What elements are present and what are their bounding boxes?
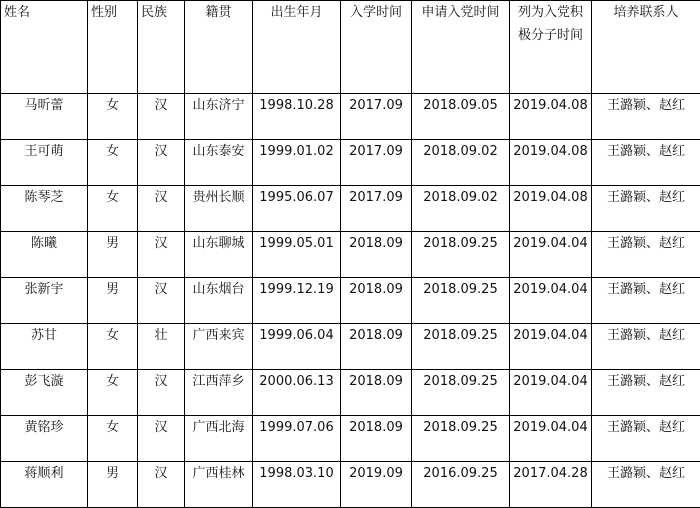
column-header-party-application-date: 申请入党时间 <box>412 1 510 94</box>
birth-date-cell: 2000.06.13 <box>253 370 341 416</box>
column-header-gender: 性别 <box>88 1 138 94</box>
ethnicity-cell: 汉 <box>138 140 185 186</box>
name-cell: 王可萌 <box>1 140 88 186</box>
column-header-enrollment-date: 入学时间 <box>341 1 412 94</box>
table-row <box>1 324 700 370</box>
table-row <box>1 94 700 140</box>
activist-date-cell: 2017.04.28 <box>510 462 592 508</box>
birth-date-cell: 1998.03.10 <box>253 462 341 508</box>
enrollment-date-cell: 2018.09 <box>341 416 412 462</box>
party-application-date-cell: 2016.09.25 <box>412 462 510 508</box>
gender-cell: 女 <box>88 416 138 462</box>
gender-cell: 男 <box>88 462 138 508</box>
column-header-name: 姓名 <box>1 1 88 94</box>
enrollment-date-cell: 2018.09 <box>341 370 412 416</box>
native-place-cell: 广西桂林 <box>185 462 253 508</box>
party-application-date-cell: 2018.09.05 <box>412 94 510 140</box>
party-application-date-cell: 2018.09.25 <box>412 324 510 370</box>
name-cell: 陈曦 <box>1 232 88 278</box>
activist-date-cell: 2019.04.08 <box>510 140 592 186</box>
activist-date-cell: 2019.04.04 <box>510 324 592 370</box>
activist-date-cell: 2019.04.04 <box>510 232 592 278</box>
gender-cell: 女 <box>88 94 138 140</box>
column-header-activist-date: 列为入党积极分子时间 <box>510 1 592 94</box>
ethnicity-cell: 壮 <box>138 324 185 370</box>
name-cell: 苏甘 <box>1 324 88 370</box>
birth-date-cell: 1999.01.02 <box>253 140 341 186</box>
birth-date-cell: 1998.10.28 <box>253 94 341 140</box>
ethnicity-cell: 汉 <box>138 278 185 324</box>
activist-date-cell: 2019.04.08 <box>510 94 592 140</box>
contact-person-cell: 王潞颖、赵红 <box>592 94 700 140</box>
contact-person-cell: 王潞颖、赵红 <box>592 140 700 186</box>
enrollment-date-cell: 2017.09 <box>341 140 412 186</box>
party-application-date-cell: 2018.09.25 <box>412 278 510 324</box>
contact-person-cell: 王潞颖、赵红 <box>592 278 700 324</box>
native-place-cell: 山东烟台 <box>185 278 253 324</box>
party-application-date-cell: 2018.09.25 <box>412 370 510 416</box>
activist-date-cell: 2019.04.08 <box>510 186 592 232</box>
party-application-date-cell: 2018.09.25 <box>412 416 510 462</box>
birth-date-cell: 1995.06.07 <box>253 186 341 232</box>
table-row <box>1 462 700 508</box>
ethnicity-cell: 汉 <box>138 94 185 140</box>
birth-date-cell: 1999.06.04 <box>253 324 341 370</box>
gender-cell: 女 <box>88 186 138 232</box>
ethnicity-cell: 汉 <box>138 370 185 416</box>
table-row <box>1 140 700 186</box>
column-header-birth-date: 出生年月 <box>253 1 341 94</box>
party-application-date-cell: 2018.09.02 <box>412 186 510 232</box>
table-row <box>1 186 700 232</box>
enrollment-date-cell: 2018.09 <box>341 324 412 370</box>
contact-person-cell: 王潞颖、赵红 <box>592 462 700 508</box>
name-cell: 马昕蕾 <box>1 94 88 140</box>
table-row <box>1 416 700 462</box>
contact-person-cell: 王潞颖、赵红 <box>592 416 700 462</box>
birth-date-cell: 1999.07.06 <box>253 416 341 462</box>
ethnicity-cell: 汉 <box>138 462 185 508</box>
birth-date-cell: 1999.05.01 <box>253 232 341 278</box>
native-place-cell: 贵州长顺 <box>185 186 253 232</box>
activist-date-cell: 2019.04.04 <box>510 278 592 324</box>
name-cell: 黄铭珍 <box>1 416 88 462</box>
native-place-cell: 广西北海 <box>185 416 253 462</box>
contact-person-cell: 王潞颖、赵红 <box>592 324 700 370</box>
birth-date-cell: 1999.12.19 <box>253 278 341 324</box>
enrollment-date-cell: 2019.09 <box>341 462 412 508</box>
native-place-cell: 江西萍乡 <box>185 370 253 416</box>
column-header-native-place: 籍贯 <box>185 1 253 94</box>
gender-cell: 男 <box>88 278 138 324</box>
party-application-date-cell: 2018.09.25 <box>412 232 510 278</box>
ethnicity-cell: 汉 <box>138 416 185 462</box>
contact-person-cell: 王潞颖、赵红 <box>592 370 700 416</box>
column-header-contact-person: 培养联系人 <box>592 1 700 94</box>
native-place-cell: 山东聊城 <box>185 232 253 278</box>
native-place-cell: 山东济宁 <box>185 94 253 140</box>
activist-date-cell: 2019.04.04 <box>510 416 592 462</box>
ethnicity-cell: 汉 <box>138 186 185 232</box>
enrollment-date-cell: 2017.09 <box>341 186 412 232</box>
contact-person-cell: 王潞颖、赵红 <box>592 232 700 278</box>
gender-cell: 男 <box>88 232 138 278</box>
gender-cell: 女 <box>88 324 138 370</box>
header-row <box>1 1 700 94</box>
name-cell: 陈琴芝 <box>1 186 88 232</box>
name-cell: 彭飞漩 <box>1 370 88 416</box>
table-row <box>1 278 700 324</box>
ethnicity-cell: 汉 <box>138 232 185 278</box>
native-place-cell: 广西来宾 <box>185 324 253 370</box>
table-row <box>1 370 700 416</box>
enrollment-date-cell: 2018.09 <box>341 232 412 278</box>
name-cell: 张新宇 <box>1 278 88 324</box>
name-cell: 蒋顺利 <box>1 462 88 508</box>
activist-date-cell: 2019.04.04 <box>510 370 592 416</box>
column-header-ethnicity: 民族 <box>138 1 185 94</box>
gender-cell: 女 <box>88 140 138 186</box>
party-application-date-cell: 2018.09.02 <box>412 140 510 186</box>
contact-person-cell: 王潞颖、赵红 <box>592 186 700 232</box>
gender-cell: 女 <box>88 370 138 416</box>
native-place-cell: 山东泰安 <box>185 140 253 186</box>
enrollment-date-cell: 2018.09 <box>341 278 412 324</box>
table-row <box>1 232 700 278</box>
enrollment-date-cell: 2017.09 <box>341 94 412 140</box>
